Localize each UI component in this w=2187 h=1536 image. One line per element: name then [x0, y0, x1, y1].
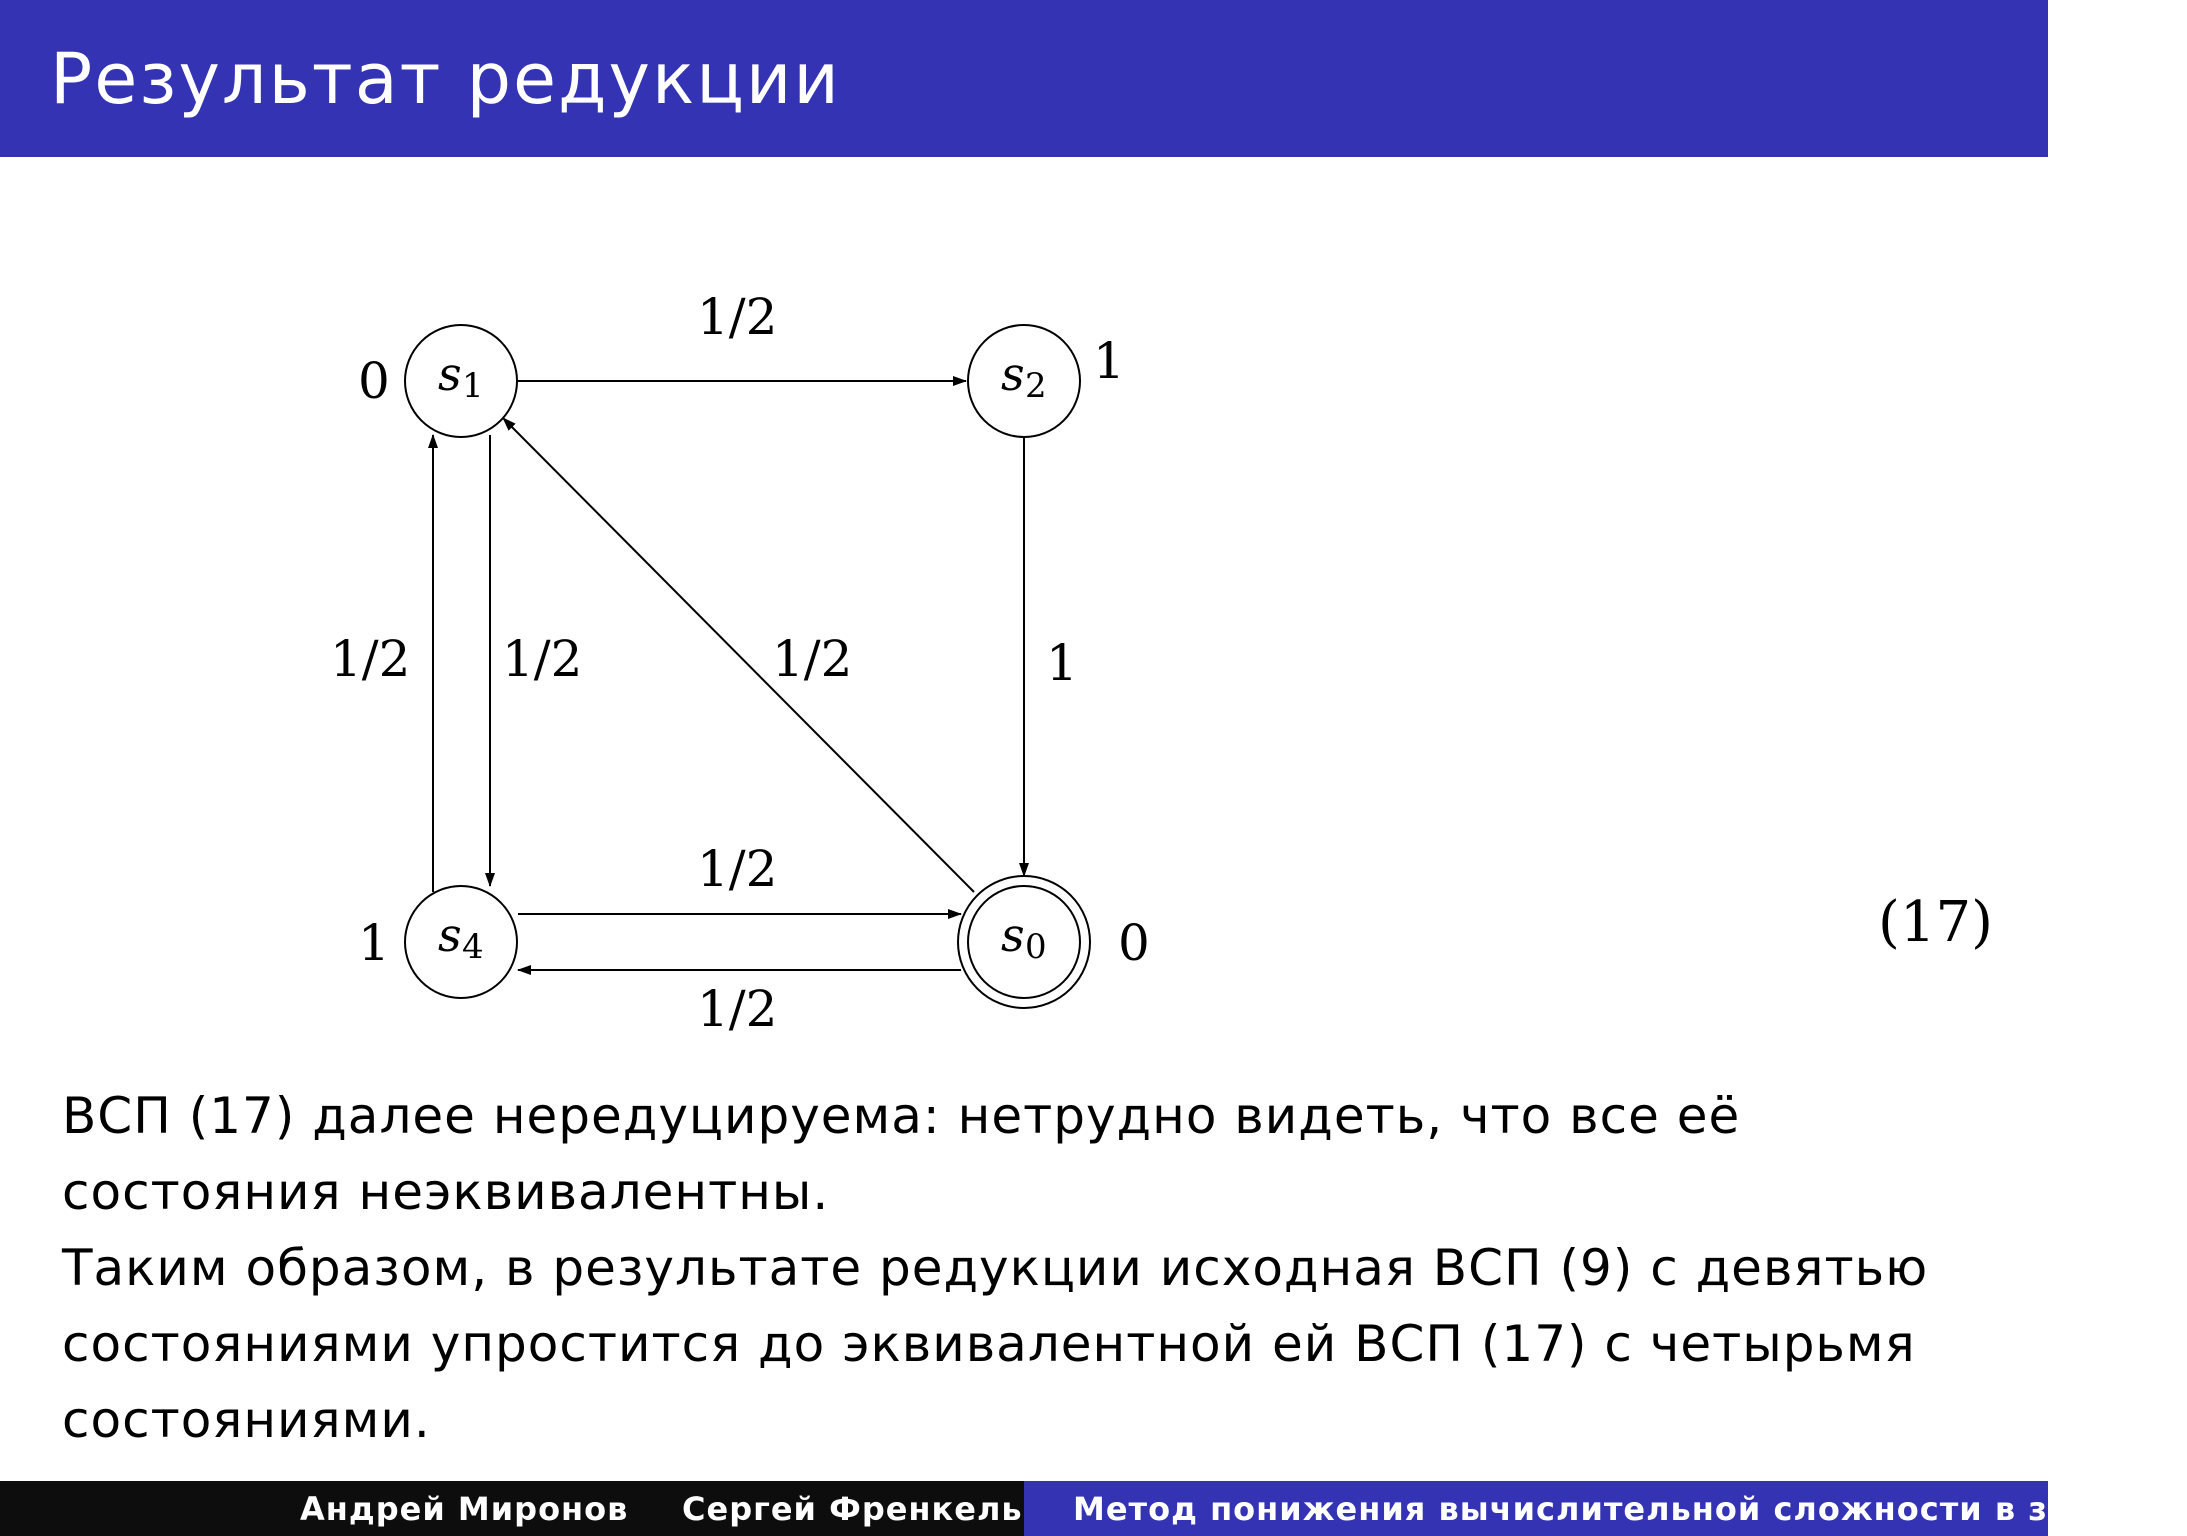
svg-text:0: 0: [1025, 927, 1047, 967]
edge-label-s0-s1: 1/2: [772, 630, 853, 688]
node-s4: [405, 886, 517, 998]
svg-text:s: s: [438, 908, 462, 962]
equation-number: (17): [1878, 890, 1993, 955]
edge-label-s1-s2: 1/2: [697, 288, 778, 346]
edge-label-s4-s0: 1/2: [697, 840, 778, 898]
footer-authors: [0, 1481, 1024, 1536]
edge-label-s4-s1: 1/2: [330, 630, 411, 688]
slide-body: [62, 1078, 2002, 1458]
svg-text:s: s: [1001, 908, 1025, 962]
paragraph-2: Таким образом, в результате редукции исходная ВСП (9) с девятью состояниями упростится до эквивалентной ей ВСП (17) с четырьмя состояниями.: [62, 1239, 1929, 1449]
svg-text:2: 2: [1025, 366, 1047, 406]
paragraph-1: ВСП (17) далее нередуцируема: нетрудно видеть, что все её состояния неэквивалентны.: [62, 1087, 1741, 1221]
node-s4-value: 1: [358, 914, 390, 972]
node-s1: [405, 325, 517, 437]
footer-talk-title-box: [1024, 1481, 2187, 1536]
slide-title: Результат редукции: [50, 38, 841, 120]
edge-label-s0-s4: 1/2: [697, 980, 778, 1038]
footer-talk-title: Метод понижения вычислительной сложности в задачах: [1073, 1490, 2187, 1528]
edge-label-s2-s0: 1: [1046, 634, 1078, 692]
edge-label-s1-s4: 1/2: [502, 630, 583, 688]
svg-text:s: s: [1001, 347, 1025, 401]
node-s1-value: 0: [358, 352, 390, 410]
node-s2-value: 1: [1093, 332, 1125, 390]
svg-text:4: 4: [462, 927, 484, 967]
node-s0-accepting: [958, 876, 1090, 1008]
svg-text:s: s: [438, 347, 462, 401]
svg-text:1: 1: [462, 366, 484, 406]
footer-author-1: Андрей Миронов: [300, 1490, 629, 1528]
node-s0-value: 0: [1118, 914, 1150, 972]
node-s2: [968, 325, 1080, 437]
footer-author-2: Сергей Френкель: [682, 1490, 1023, 1528]
slide-footer: [0, 1481, 2187, 1536]
